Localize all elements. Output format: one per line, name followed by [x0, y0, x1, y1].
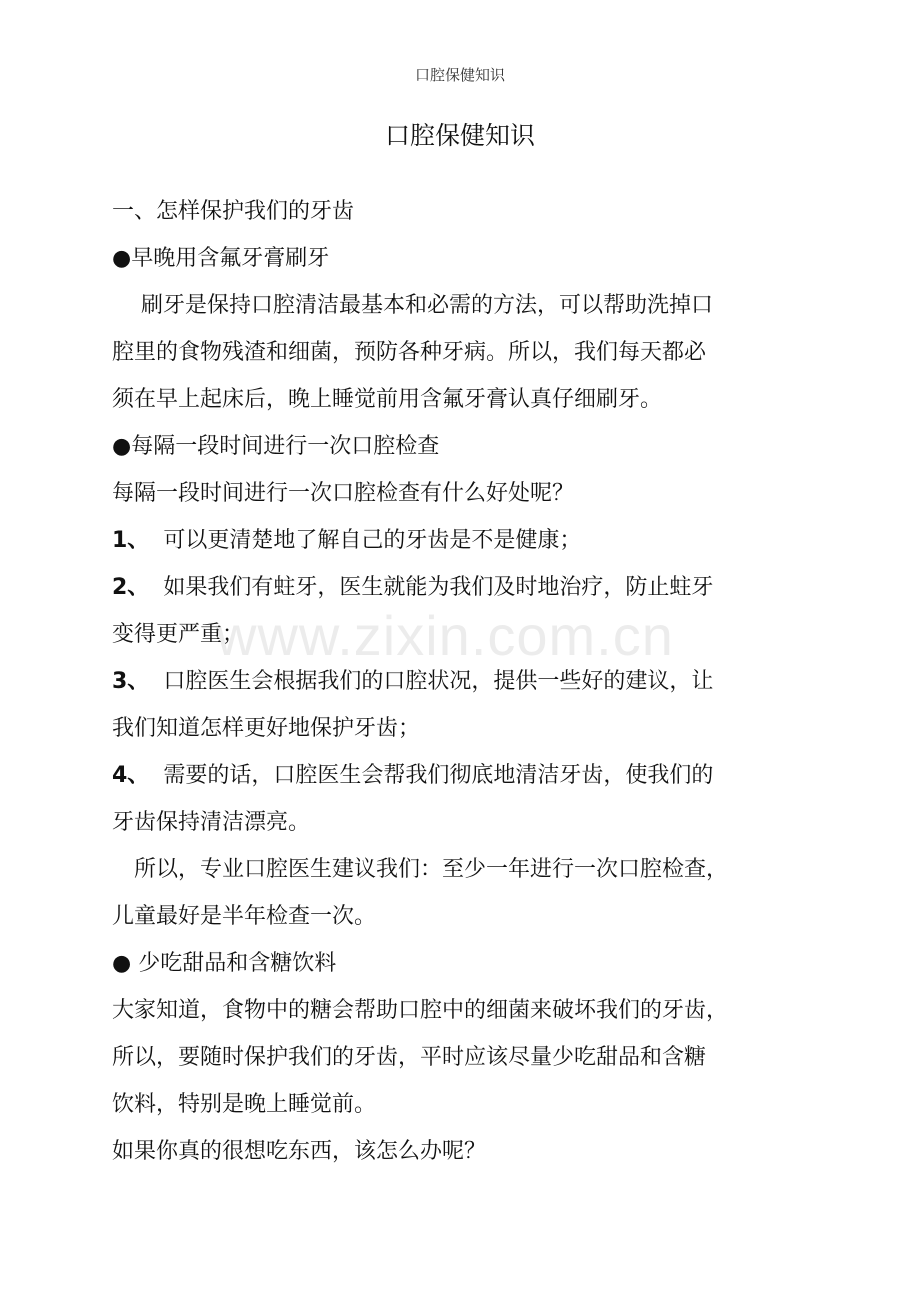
list-number: 1、 — [112, 528, 150, 553]
bullet-heading-brushing: ●早晚用含氟牙膏刷牙 — [112, 246, 330, 271]
list-item — [112, 752, 802, 799]
list-item-continuation: 我们知道怎样更好地保护牙齿； — [112, 716, 421, 741]
paragraph-line: 每隔一段时间进行一次口腔检查有什么好处呢？ — [112, 481, 575, 506]
list-item-text: 可以更清楚地了解自己的牙齿是不是健康； — [163, 528, 582, 553]
paragraph-line: 大家知道，食物中的糖会帮助口腔中的细菌来破坏我们的牙齿， — [112, 998, 729, 1023]
paragraph-line: 所以，专业口腔医生建议我们：至少一年进行一次口腔检查， — [134, 857, 729, 882]
list-item-text: 如果我们有蛀牙，医生就能为我们及时地治疗，防止蛀牙 — [163, 575, 714, 600]
paragraph-line: 所以，要随时保护我们的牙齿，平时应该尽量少吃甜品和含糖 — [112, 1045, 707, 1070]
paragraph-line: 腔里的食物残渣和细菌，预防各种牙病。所以，我们每天都必 — [112, 340, 707, 365]
list-item — [112, 658, 802, 705]
list-number: 2、 — [112, 575, 150, 600]
list-item-continuation: 牙齿保持清洁漂亮。 — [112, 810, 311, 835]
bullet-heading-checkup: ●每隔一段时间进行一次口腔检查 — [112, 434, 440, 459]
bullet-heading-sweets: ● 少吃甜品和含糖饮料 — [112, 951, 337, 976]
paragraph-line: 须在早上起床后，晚上睡觉前用含氟牙膏认真仔细刷牙。 — [112, 387, 663, 412]
paragraph-line: 如果你真的很想吃东西，该怎么办呢？ — [112, 1139, 487, 1164]
document-body — [112, 188, 802, 1175]
list-item-continuation: 变得更严重； — [112, 622, 245, 647]
section-heading: 一、怎样保护我们的牙齿 — [112, 199, 355, 224]
document-title: 口腔保健知识 — [384, 121, 535, 150]
list-item — [112, 564, 802, 611]
paragraph-line: 儿童最好是半年检查一次。 — [112, 904, 377, 929]
paragraph-line: 饮料，特别是晚上睡觉前。 — [112, 1092, 377, 1117]
running-header: 口腔保健知识 — [414, 66, 505, 84]
watermark: www.zixin.com.cn — [216, 604, 674, 667]
list-item-text: 需要的话，口腔医生会帮我们彻底地清洁牙齿，使我们的 — [163, 763, 714, 788]
list-item-text: 口腔医生会根据我们的口腔状况，提供一些好的建议，让 — [163, 669, 714, 694]
list-item — [112, 517, 802, 564]
paragraph-line: 刷牙是保持口腔清洁最基本和必需的方法，可以帮助洗掉口 — [141, 293, 714, 318]
list-number: 3、 — [112, 669, 150, 694]
list-number: 4、 — [112, 763, 150, 788]
